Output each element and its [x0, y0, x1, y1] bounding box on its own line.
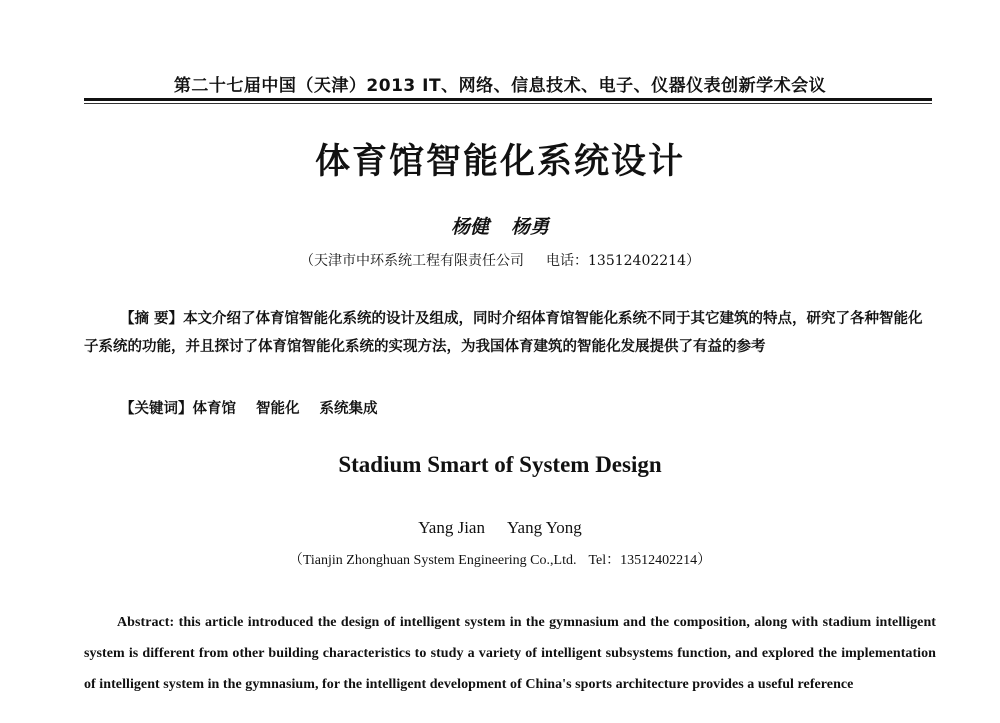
author-en: Yang Yong: [506, 518, 582, 537]
english-affiliation: [0, 549, 1000, 569]
header-rule-thin: [84, 103, 932, 104]
keywords-cn-label: 【关键词】: [120, 401, 193, 417]
english-authors: [0, 518, 1000, 538]
english-title: Stadium Smart of System Design: [338, 452, 662, 477]
keyword-cn: 智能化: [256, 400, 300, 417]
author-cn: 杨勇: [511, 216, 550, 238]
abstract-cn-text: 本文介绍了体育馆智能化系统的设计及组成，同时介绍体育馆智能化系统不同于其它建筑的特点，研究了各种智能化子系统的功能，并且探讨了体育馆智能化系统的实现方法，为我国体育建筑的智能化发展提供了有益的参考: [84, 310, 923, 355]
author-cn: 杨健: [450, 216, 489, 238]
telephone-en: Tel：13512402214）: [588, 553, 712, 568]
chinese-affiliation: [0, 250, 1000, 270]
affiliation-cn: （天津市中环系统工程有限责任公司: [300, 253, 524, 269]
author-en: Yang Jian: [418, 518, 485, 537]
english-abstract: [84, 607, 936, 700]
affiliation-en: （Tianjin Zhonghuan System Engineering Co.,Ltd.: [288, 553, 577, 568]
abstract-en-text: this article introduced the design of intelligent system in the gymnasium and the composition, along with stadium intelligent system is different from other building characteristics to study a variety of intelligent subsystems function, and explored the implementation of intelligent system in the gymnasium, for the intelligent development of China's sports architecture provides a useful reference: [84, 615, 936, 692]
telephone-cn: 电话：13512402214）: [546, 253, 700, 269]
abstract-en-label: Abstract:: [117, 615, 175, 630]
chinese-abstract: [84, 305, 932, 360]
header-rule-thick: [84, 98, 932, 101]
chinese-title: 体育馆智能化系统设计: [314, 142, 685, 182]
chinese-authors: [0, 212, 1000, 239]
chinese-keywords: [84, 395, 932, 423]
conference-header: 第二十七届中国（天津）2013 IT、网络、信息技术、电子、仪器仪表创新学术会议: [173, 76, 827, 96]
keyword-cn: 系统集成: [319, 400, 378, 417]
keyword-cn: 体育馆: [192, 400, 236, 417]
abstract-cn-label: 【摘 要】: [120, 311, 184, 327]
